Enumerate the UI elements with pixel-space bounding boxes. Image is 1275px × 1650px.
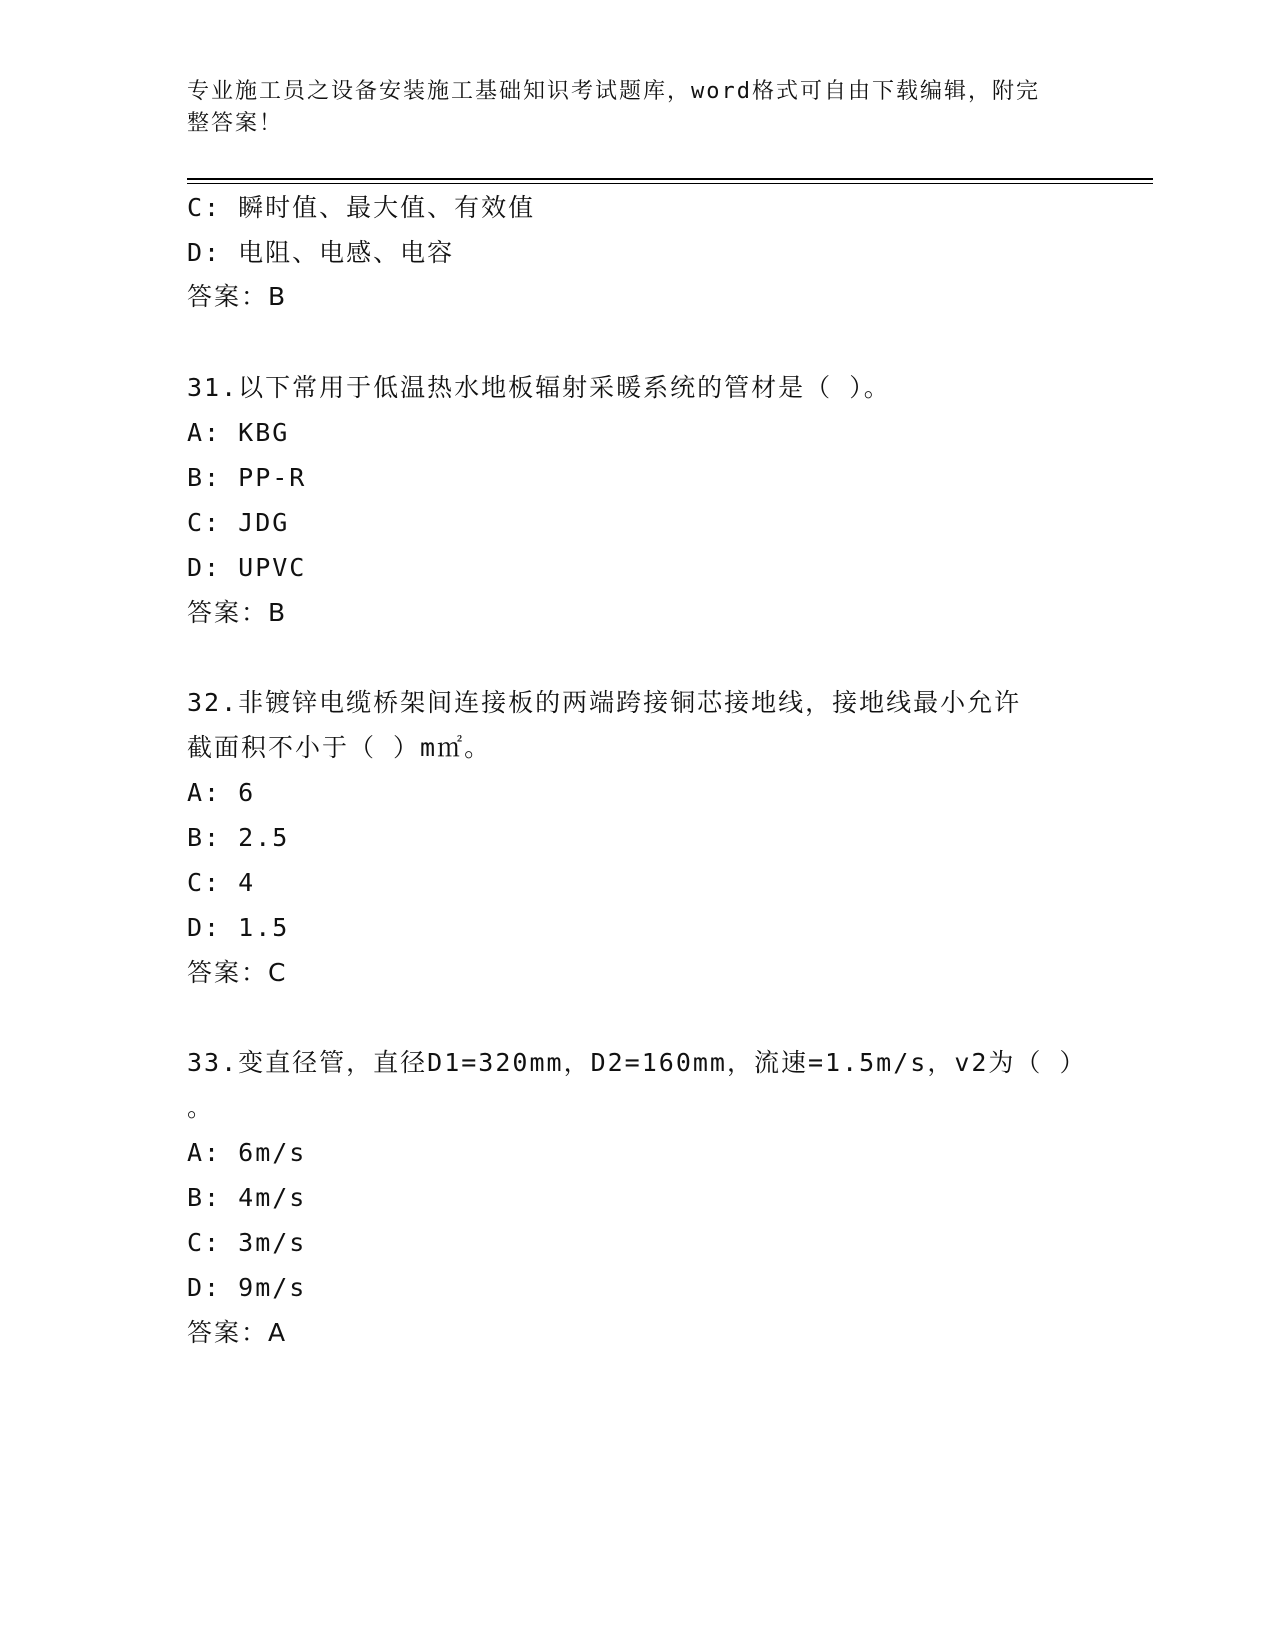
q33-question-line-2: 。 xyxy=(187,1093,215,1122)
q32-question-line-1: 32.非镀锌电缆桥架间连接板的两端跨接铜芯接地线，接地线最小允许 xyxy=(187,688,1022,717)
q30-answer: 答案：B xyxy=(187,282,288,311)
q33-answer: 答案：A xyxy=(187,1318,288,1347)
q31-question: 31.以下常用于低温热水地板辐射采暖系统的管材是（ ）。 xyxy=(187,373,891,402)
header-divider-thin xyxy=(187,183,1153,184)
q31-option-d: D: UPVC xyxy=(187,553,307,582)
q33-question-line-1: 33.变直径管，直径D1=320mm，D2=160mm，流速=1.5m/s，v2为（ ） xyxy=(187,1048,1087,1077)
header-title-line-2: 整答案！ xyxy=(187,111,284,136)
q31-answer: 答案：B xyxy=(187,598,288,627)
header-divider-thick xyxy=(187,178,1153,180)
q32-option-d: D: 1.5 xyxy=(187,913,290,942)
q32-answer: 答案：C xyxy=(187,958,288,987)
document-header xyxy=(187,76,1067,140)
q33-option-d: D: 9m/s xyxy=(187,1273,307,1302)
header-title-line-1: 专业施工员之设备安装施工基础知识考试题库，word格式可自由下载编辑，附完 xyxy=(187,79,1040,104)
q32-option-c: C: 4 xyxy=(187,868,256,897)
q32-option-a: A: 6 xyxy=(187,778,256,807)
q33-option-b: B: 4m/s xyxy=(187,1183,307,1212)
q33-option-a: A: 6m/s xyxy=(187,1138,307,1167)
q33-option-c: C: 3m/s xyxy=(187,1228,307,1257)
q32-option-b: B: 2.5 xyxy=(187,823,290,852)
q31-option-b: B: PP-R xyxy=(187,463,307,492)
q30-option-c: C: 瞬时值、最大值、有效值 xyxy=(187,193,536,222)
q31-option-c: C: JDG xyxy=(187,508,290,537)
q32-question-line-2: 截面积不小于（ ）m㎡。 xyxy=(187,733,492,762)
q30-option-d: D: 电阻、电感、电容 xyxy=(187,238,455,267)
q31-option-a: A: KBG xyxy=(187,418,290,447)
